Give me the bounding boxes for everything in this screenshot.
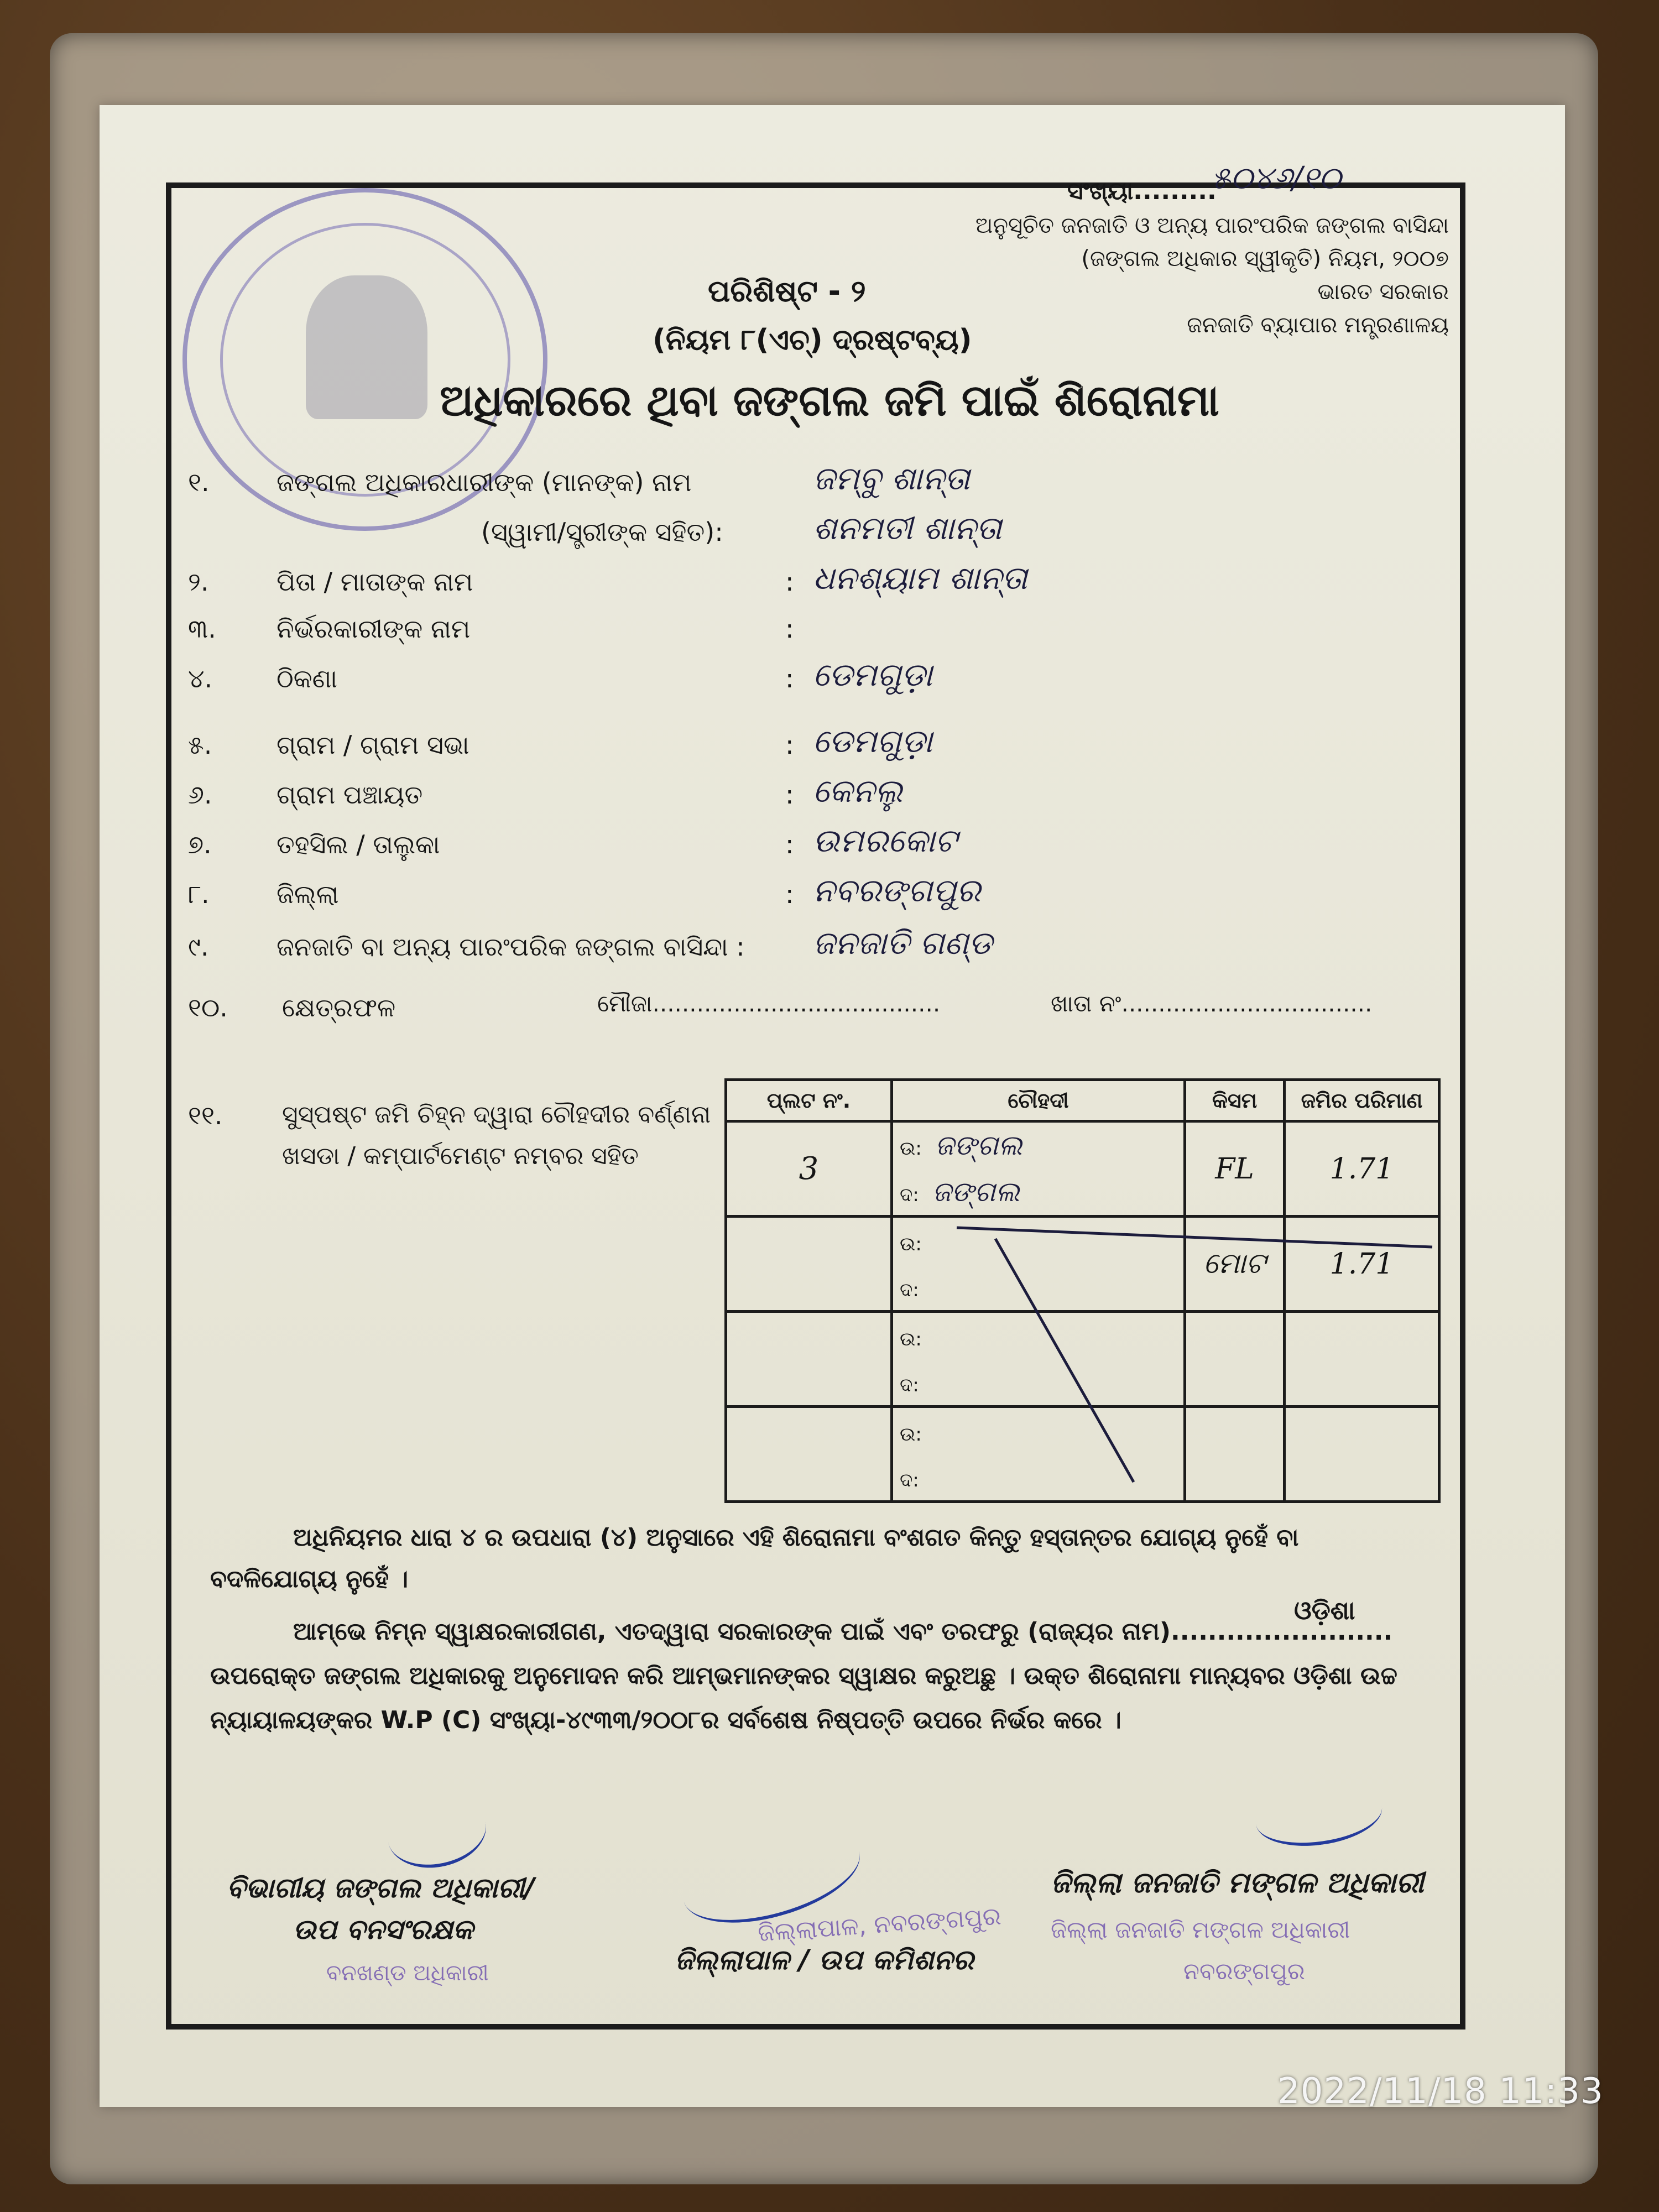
header-plot-no: ପ୍ଲଟ ନଂ. bbox=[726, 1080, 892, 1121]
rule-heading: (ନିୟମ ୮(ଏଚ୍) ଦ୍ରଷ୍ଟବ୍ୟ) bbox=[653, 324, 972, 357]
left-stamp-text: ବନଖଣ୍ଡ ଅଧିକାରୀ bbox=[326, 1960, 489, 1986]
field-number: ୩. bbox=[188, 614, 216, 644]
field-label: ଜଙ୍ଗଲ ଅଧିକାରଧାରୀଙ୍କ (ମାନଙ୍କ) ନାମ bbox=[276, 467, 692, 497]
boundary-line-north bbox=[900, 1129, 1177, 1162]
field-11-number: ୧୧. bbox=[188, 1100, 223, 1130]
field-colon: : bbox=[785, 730, 794, 760]
para-2-line-1: ଆମ୍ଭେ ନିମ୍ନ ସ୍ୱାକ୍ଷରକାରୀଗଣ, ଏତଦ୍ୱାରା ସରକାରଙ୍କ ପାଇଁ ଏବଂ ତରଫରୁ (ରାଜ୍ୟର ନାମ)........................ bbox=[293, 1618, 1393, 1646]
right-stamp-line-2: ନବରଙ୍ଗପୁର bbox=[1183, 1958, 1305, 1985]
para-1-line-1: ଅଧିନିୟମର ଧାରା ୪ ର ଉପଧାରା (୪) ଅନୁସାରେ ଏହି ଶିରୋନାମା ବଂଶଗତ କିନ୍ତୁ ହସ୍ତାନ୍ତର ଯୋଗ୍ୟ ନୁହେଁ ବା bbox=[293, 1524, 1299, 1552]
boundary-lines bbox=[900, 1123, 1177, 1215]
land-area-cell: 1.71 bbox=[1285, 1217, 1439, 1312]
field-number: ୨. bbox=[188, 567, 209, 597]
boundary-cell bbox=[892, 1121, 1185, 1217]
strike-line bbox=[724, 1211, 1443, 1488]
strike-line-horizontal bbox=[957, 1228, 1432, 1247]
boundary-prefix: ଦ: bbox=[900, 1183, 919, 1206]
field-number: ୬. bbox=[188, 780, 212, 810]
mouza-field: ମୌଜା....................................... bbox=[597, 990, 941, 1017]
field-colon: : bbox=[785, 614, 794, 644]
field-value: ଡେମଗୁଡ଼ା bbox=[813, 722, 933, 760]
number-label: ସଂଖ୍ୟା......... bbox=[1067, 177, 1217, 205]
boundary-value: ଜଙ୍ଗଲ bbox=[932, 1175, 1020, 1208]
left-signatory-subtitle: ଉପ ବନସଂରକ୍ଷକ bbox=[293, 1913, 473, 1945]
field-label: ଗ୍ରାମ / ଗ୍ରାମ ସଭା bbox=[276, 730, 469, 760]
boundary-prefix: ଦ: bbox=[900, 1469, 919, 1492]
field-colon: : bbox=[785, 879, 794, 909]
field-number: ୫. bbox=[188, 730, 212, 760]
boundary-prefix: ଦ: bbox=[900, 1279, 919, 1302]
boundary-line-south bbox=[900, 1176, 1177, 1208]
field-label: ପିତା / ମାତାଙ୍କ ନାମ bbox=[276, 567, 473, 597]
strike-line-diagonal bbox=[995, 1239, 1134, 1482]
act-line-2: (ଜଙ୍ଗଲ ଅଧିକାର ସ୍ୱୀକୃତି) ନିୟମ, ୨୦୦୭ bbox=[1081, 246, 1449, 272]
boundary-prefix: ଉ: bbox=[900, 1423, 922, 1446]
left-signatory-title: ବିଭାଗୀୟ ଜଙ୍ଗଲ ଅଧିକାରୀ/ bbox=[227, 1872, 535, 1904]
page-title: ଅଧିକାରରେ ଥିବା ଜଙ୍ଗଲ ଜମି ପାଇଁ ଶିରୋନାମା bbox=[440, 376, 1219, 426]
field-value: ଉମରକୋଟ bbox=[813, 822, 958, 859]
field-value: କେନଲୁ bbox=[813, 772, 903, 810]
state-emblem-icon bbox=[306, 275, 427, 419]
boundary-prefix: ଉ: bbox=[900, 1138, 922, 1160]
field-number: ୮. bbox=[188, 879, 210, 909]
field-label: ଜନଜାତି ବା ଅନ୍ୟ ପାରଂପରିକ ଜଙ୍ଗଲ ବାସିନ୍ଦା : bbox=[276, 932, 745, 962]
field-number: ୪. bbox=[188, 664, 213, 693]
field-value: ନବରଙ୍ଗପୁର bbox=[813, 872, 981, 909]
photo-timestamp: 2022/11/18 11:33 bbox=[1277, 2071, 1604, 2112]
center-signatory-title: ଜିଲ୍ଲାପାଳ / ଉପ କମିଶନର bbox=[675, 1944, 974, 1976]
number-value: ୫୦୪୬/୧୦ bbox=[1211, 160, 1342, 196]
field-value: ଜନଜାତି ଗଣ୍ଡ bbox=[813, 924, 993, 962]
field-11-label-line-2: ଖସଡା / କମ୍ପାର୍ଟମେଣ୍ଟ ନମ୍ବର ସହିତ bbox=[282, 1142, 639, 1170]
para-2-line-3: ନ୍ୟାୟାଳୟଙ୍କର W.P (C) ସଂଖ୍ୟା-୪୯୩୩/୨୦୦୮ର ସର୍ବଶେଷ ନିଷ୍ପତ୍ତି ଉପରେ ନିର୍ଭର କରେ । bbox=[210, 1706, 1121, 1734]
header-kisam: କିସମ bbox=[1185, 1080, 1285, 1121]
header-land-area: ଜମିର ପରିମାଣ bbox=[1285, 1080, 1439, 1121]
plot-cell: 3 bbox=[726, 1121, 892, 1217]
act-line-1: ଅନୁସୂଚିତ ଜନଜାତି ଓ ଅନ୍ୟ ପାରଂପରିକ ଜଙ୍ଗଲ ବାସିନ୍ଦା bbox=[975, 213, 1449, 238]
field-number: ୯. bbox=[188, 932, 209, 962]
gov-line-1: ଭାରତ ସରକାର bbox=[1317, 279, 1449, 305]
boundary-prefix: ଉ: bbox=[900, 1328, 922, 1350]
field-colon: : bbox=[785, 780, 794, 810]
field-value: ଶନମତୀ ଶାନ୍ତା bbox=[813, 509, 1002, 547]
field-value: ଡେମଗୁଡ଼ା bbox=[813, 656, 933, 693]
field-10-number: ୧୦. bbox=[188, 993, 228, 1022]
field-label: ଠିକଣା bbox=[276, 664, 337, 693]
field-number: ୧. bbox=[188, 467, 210, 497]
field-10-label: କ୍ଷେତ୍ରଫଳ bbox=[282, 993, 396, 1022]
field-label: ଗ୍ରାମ ପଞ୍ଚାୟତ bbox=[276, 780, 423, 810]
annex-heading: ପରିଶିଷ୍ଟ - ୨ bbox=[708, 274, 866, 309]
field-value: ଜମ୍ବୁ ଶାନ୍ତା bbox=[813, 460, 970, 497]
right-stamp-line-1: ଜିଲ୍ଲା ଜନଜାତି ମଙ୍ଗଳ ଅଧିକାରୀ bbox=[1051, 1916, 1350, 1943]
kisam-cell: FL bbox=[1185, 1121, 1285, 1217]
kisam-cell: ମୋଟ bbox=[1185, 1217, 1285, 1312]
boundary-prefix: ଉ: bbox=[900, 1233, 922, 1255]
center-stamp-text: ଜିଲ୍ଲାପାଳ, ନବରଙ୍ଗପୁର bbox=[757, 1902, 1002, 1948]
gov-line-2: ଜନଜାତି ବ୍ୟାପାର ମନ୍ତ୍ରଣାଳୟ bbox=[1187, 312, 1449, 338]
field-number: ୭. bbox=[188, 830, 212, 859]
field-label: ତହସିଲ / ତାଲୁକା bbox=[276, 830, 440, 859]
field-label: (ସ୍ୱାମୀ/ସ୍ତ୍ରୀଙ୍କ ସହିତ): bbox=[481, 517, 723, 547]
header-boundary: ଚୌହଦୀ bbox=[892, 1080, 1185, 1121]
boundary-prefix: ଦ: bbox=[900, 1374, 919, 1397]
khata-field: ଖାତା ନଂ.................................. bbox=[1051, 990, 1373, 1017]
field-label: ଜିଲ୍ଲା bbox=[276, 879, 339, 909]
table-header-row bbox=[726, 1080, 1439, 1121]
table-row bbox=[726, 1121, 1439, 1217]
land-area-cell: 1.71 bbox=[1285, 1121, 1439, 1217]
field-label: ନିର୍ଭରକାରୀଙ୍କ ନାମ bbox=[276, 614, 471, 644]
field-colon: : bbox=[785, 664, 794, 693]
para-2-line-2: ଉପରୋକ୍ତ ଜଙ୍ଗଲ ଅଧିକାରକୁ ଅନୁମୋଦନ କରି ଆମ୍ଭମାନଙ୍କର ସ୍ୱାକ୍ଷର କରୁଅଛୁ । ଉକ୍ତ ଶିରୋନାମା ମାନ୍ୟବର ଓଡ଼ିଶା ଉଚ୍ଚ bbox=[210, 1662, 1397, 1690]
field-colon: : bbox=[785, 567, 794, 597]
right-signatory-title: ଜିଲ୍ଲା ଜନଜାତି ମଙ୍ଗଳ ଅଧିକାରୀ bbox=[1051, 1866, 1424, 1900]
field-11-label-line-1: ସୁସ୍ପଷ୍ଟ ଜମି ଚିହ୍ନ ଦ୍ୱାରା ଚୌହଦୀର ବର୍ଣ୍ଣନା bbox=[282, 1100, 711, 1129]
boundary-value: ଜଙ୍ଗଲ bbox=[935, 1129, 1022, 1162]
para-1-line-2: ବଦଳିଯୋଗ୍ୟ ନୁହେଁ । bbox=[210, 1565, 409, 1593]
field-value: ଧନଶ୍ୟାମ ଶାନ୍ତା bbox=[813, 559, 1027, 597]
field-colon: : bbox=[785, 830, 794, 859]
state-name: ଓଡ଼ିଶା bbox=[1294, 1595, 1355, 1625]
